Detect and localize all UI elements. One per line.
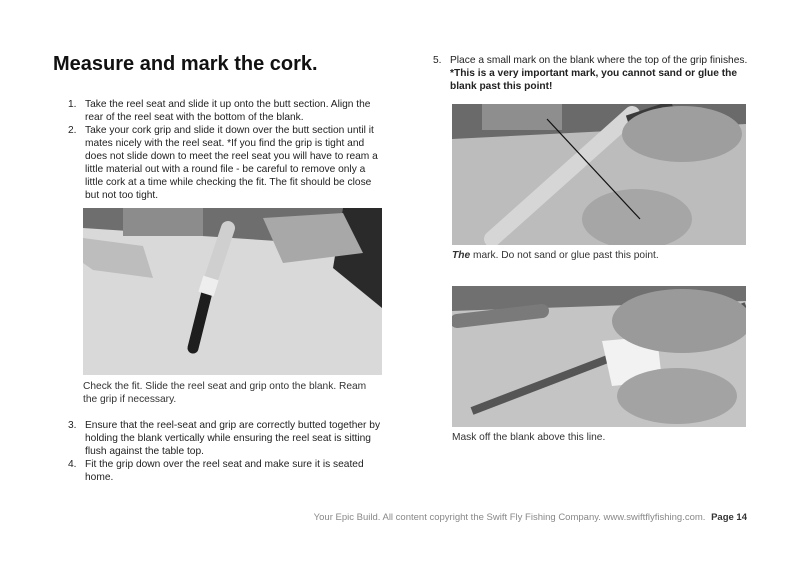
caption-mark <box>452 249 752 262</box>
caption-mask: Mask off the blank above this line. <box>452 432 606 443</box>
step-text: Place a small mark on the blank where the top of the grip finishes. <box>450 55 748 66</box>
step-text: Take your cork grip and slide it down over the butt section until it mates nicely with the reel seat. *If you find the grip is tight and does not slide down to meet the reel seat you will have to ream a little material out with a round file - be careful to remove only a little cork at a time while checking the fit. The fit should be close but not too tight. <box>85 125 378 201</box>
list-item <box>68 458 386 484</box>
step-text: Ensure that the reel-seat and grip are correctly butted together by holding the blank vertically while ensuring the reel seat is sitting flush against the table top. <box>85 420 381 457</box>
step-warning: *This is a very important mark, you cannot sand or glue the blank past this point! <box>450 68 738 92</box>
list-item <box>68 124 386 202</box>
step-number: 1. <box>68 99 77 110</box>
photo-check-fit <box>83 208 382 375</box>
page-number: Page 14 <box>711 512 747 523</box>
footer-copyright: Your Epic Build. All content copyright the Swift Fly Fishing Company. www.swiftflyfishing.com. <box>313 512 706 523</box>
list-item <box>68 98 386 124</box>
list-item <box>68 419 386 458</box>
steps-list-2 <box>68 419 386 484</box>
step-number: 4. <box>68 459 77 470</box>
caption-mark-text: mark. Do not sand or glue past this point. <box>470 250 659 261</box>
step-text: Take the reel seat and slide it up onto the butt section. Align the rear of the reel seat with the bottom of the blank. <box>85 99 371 123</box>
step-number: 5. <box>433 55 442 66</box>
steps-list-3 <box>433 54 753 93</box>
step-text: Fit the grip down over the reel seat and make sure it is seated home. <box>85 459 364 483</box>
step-number: 3. <box>68 420 77 431</box>
caption-check-fit: Check the fit. Slide the reel seat and grip onto the blank. Ream the grip if necessary. <box>83 381 367 405</box>
photo-mark <box>452 104 746 245</box>
page-footer <box>314 512 747 523</box>
list-item <box>433 54 753 93</box>
caption-mark-emphasis: The <box>452 250 471 261</box>
steps-list-1 <box>68 98 386 202</box>
step-number: 2. <box>68 125 77 136</box>
page-title: Measure and mark the cork. <box>53 53 318 75</box>
photo-mask <box>452 286 746 427</box>
